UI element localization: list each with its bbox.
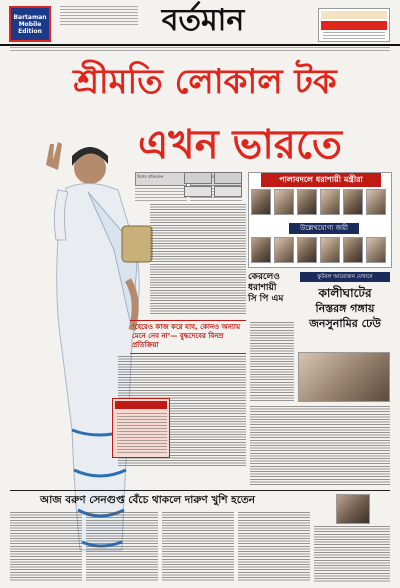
mid-small-boxes [184, 172, 244, 198]
left-red-box [112, 398, 170, 458]
kerala-line2: ধরাশায়ী [248, 283, 277, 293]
pull-quote: ‘হেরেও কাজ করে যাব, কোনও অন্যায় মেনে নেব না’— বুদ্ধদেবের বিনম্র প্রতিক্রিয়া [130, 320, 246, 354]
side-panel-subtitle: উল্লেখযোগ্য জয়ী [289, 223, 359, 234]
kalighat-headline: কালীঘাটের নিস্তরঙ্গ গঙ্গায় জনসুনামির ঢেউ [309, 286, 381, 330]
kalighat-photo [298, 352, 390, 402]
bottom-col-3 [162, 512, 234, 582]
main-headline-line2: এখন ভারতে [138, 122, 342, 168]
kalighat-story-text [250, 406, 390, 486]
info-box-1: বিশেষ প্রতিবেদন [135, 172, 187, 186]
kerala-story-text [250, 322, 294, 402]
kerala-line1: কেরলেও [248, 272, 280, 282]
side-panel-title: পালাবদলে ধরাশায়ী মন্ত্রীরা [261, 173, 381, 187]
minister-photos-row1 [251, 189, 389, 219]
dateline [10, 47, 390, 51]
winner-photos-row [251, 237, 389, 267]
masthead-title: বর্তমান [161, 3, 245, 38]
main-headline-line1: শ্রীমতি লোকাল টক [73, 62, 337, 102]
kerala-box [248, 272, 296, 322]
lead-story-text [150, 204, 246, 316]
bottom-col-1 [10, 512, 82, 582]
bottom-col-5 [314, 526, 390, 582]
bottom-col-2 [86, 512, 158, 582]
mobile-logo: Bartaman Mobile Edition [9, 6, 51, 42]
masthead-right-box [318, 8, 390, 42]
bottom-col-4 [238, 512, 310, 582]
masthead [0, 0, 400, 46]
kalighat-tag: ফুটবল আয়োজন যেখানে [300, 272, 390, 282]
side-panel [248, 172, 392, 268]
bottom-photo [336, 494, 370, 524]
masthead-small-text [60, 6, 138, 26]
kerala-line3: সি পি এম [248, 294, 284, 304]
bottom-headline: আজ বরুণ সেনগুপ্ত বেঁচে থাকলে দারুণ খুশি হতেন [40, 494, 256, 506]
